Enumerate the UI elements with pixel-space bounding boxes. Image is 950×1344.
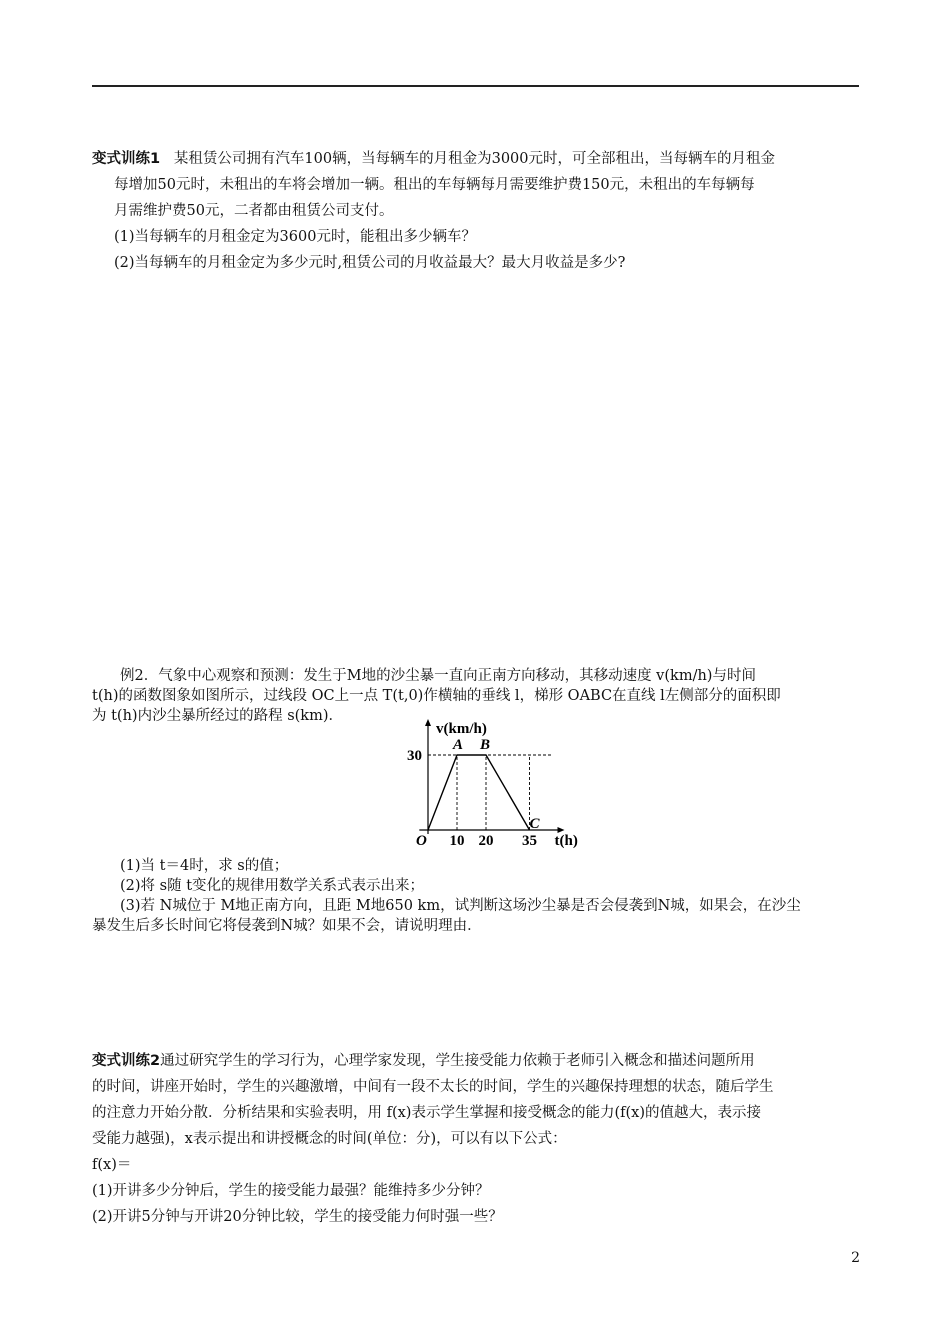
exercise-2-label: 变式训练2	[92, 1053, 161, 1069]
exercise-2-formula: f(x)＝	[92, 1157, 132, 1173]
example-2-question-2: (2)将 s随 t变化的规律用数学关系式表示出来；	[120, 878, 425, 894]
exercise-1-question-2: (2)当每辆车的月租金定为多少元时,租赁公司的月收益最大？最大月收益是多少?	[114, 255, 626, 271]
y-tick-label-30: 30	[407, 748, 422, 764]
exercise-2-line2: 的时间，讲座开始时，学生的兴趣激增，中间有一段不太长的时间，学生的兴趣保持理想的状态，随后学生	[92, 1079, 774, 1095]
velocity-curve	[428, 755, 530, 830]
x-tick-label-35: 35	[522, 833, 537, 849]
origin-label: O	[416, 833, 427, 849]
exercise-1-question-1: (1)当每辆车的月租金定为3600元时，能租出多少辆车？	[114, 229, 476, 245]
exercise-2-line1: 变式训练2通过研究学生的学习行为，心理学家发现，学生接受能力依赖于老师引入概念和描述问题所用	[92, 1053, 755, 1069]
example-2-question-3-cont: 暴发生后多长时间它将侵袭到N城？如果不会，请说明理由．	[92, 918, 482, 934]
exercise-1-line1: 变式训练1 某租赁公司拥有汽车100辆，当每辆车的月租金为3000元时，可全部租出，当每辆车的月租金	[92, 151, 775, 167]
example-2-line1: 例2．气象中心观察和预测：发生于M地的沙尘暴一直向正南方向移动，其移动速度 v(km/h)与时间	[120, 668, 756, 684]
point-label-A: A	[453, 737, 464, 753]
example-2-line3: 为 t(h)内沙尘暴所经过的路程 s(km)．	[92, 708, 343, 724]
y-axis-label: v(km/h)	[436, 721, 487, 737]
example-2-question-1: (1)当 t＝4时，求 s的值；	[120, 858, 289, 874]
page-number: 2	[851, 1250, 860, 1266]
y-axis-arrow	[425, 719, 431, 726]
example-2-questions	[92, 856, 801, 936]
exercise-2-question-1: (1)开讲多少分钟后，学生的接受能力最强？能维持多少分钟？	[92, 1183, 490, 1199]
header-rule	[92, 85, 859, 87]
exercise-1	[92, 146, 775, 276]
exercise-1-line3: 月需维护费50元，二者都由租赁公司支付。	[114, 203, 394, 219]
exercise-1-label: 变式训练1	[92, 151, 161, 167]
x-tick-label-20: 20	[478, 833, 494, 849]
x-tick-label-10: 10	[449, 833, 465, 849]
exercise-2-line4: 受能力越强)，x表示提出和讲授概念的时间(单位：分)，可以有以下公式：	[92, 1131, 567, 1147]
point-label-C: C	[529, 816, 540, 832]
point-label-B: B	[480, 737, 491, 753]
example-2-question-3: (3)若 N城位于 M地正南方向，且距 M地650 km，试判断这场沙尘暴是否会侵袭到N城，如果会，在沙尘	[120, 898, 801, 914]
exercise-2-question-2: (2)开讲5分钟与开讲20分钟比较，学生的接受能力何时强一些？	[92, 1209, 503, 1225]
exercise-2-line3: 的注意力开始分散．分析结果和实验表明，用 f(x)表示学生掌握和接受概念的能力(f(x)的值越大，表示接	[92, 1105, 761, 1121]
example-2-line2: t(h)的函数图象如图所示，过线段 OC上一点 T(t,0)作横轴的垂线 l，梯形 OABC在直线 l左侧部分的面积即	[92, 688, 781, 704]
exercise-2	[92, 1048, 774, 1230]
exercise-1-line2: 每增加50元时，未租出的车将会增加一辆。租出的车每辆每月需要维护费150元，未租出的车每辆每	[114, 177, 755, 193]
velocity-time-chart	[390, 716, 590, 856]
x-axis-label: t(h)	[554, 833, 578, 849]
